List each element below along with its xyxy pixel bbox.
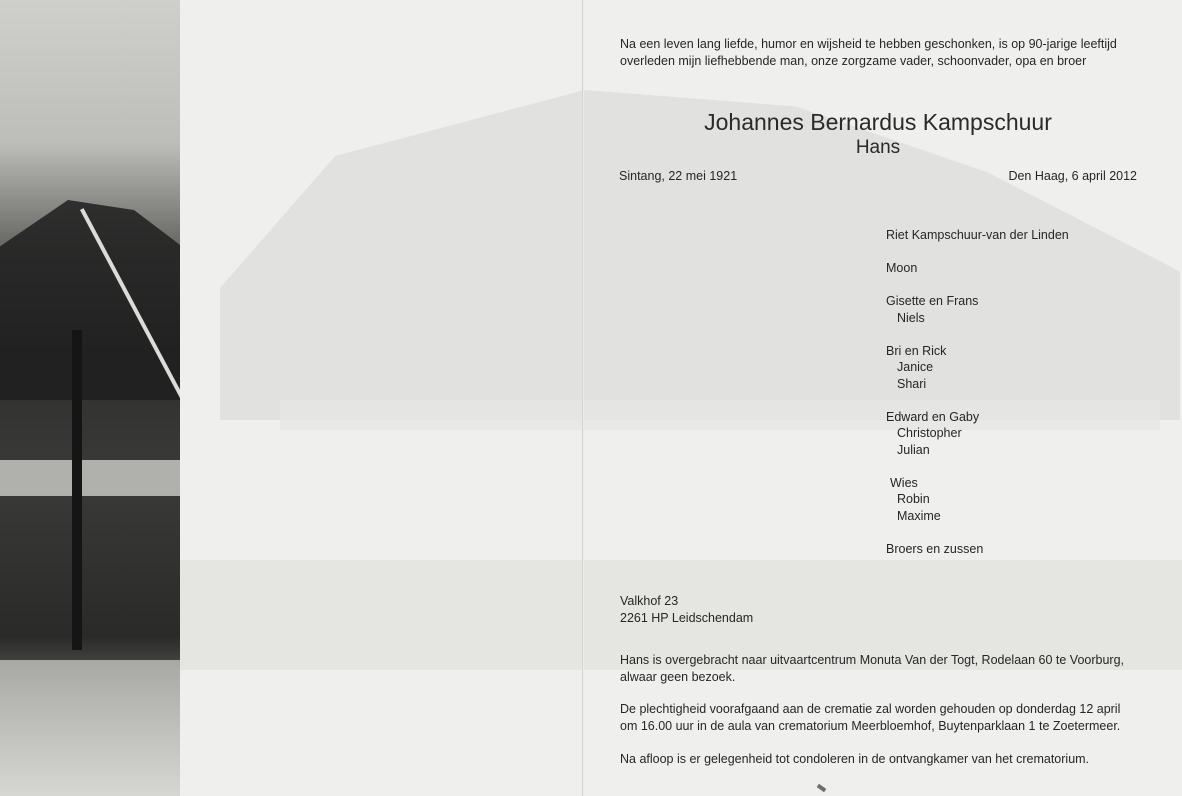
funeral-info-condolence	[620, 751, 1089, 768]
intro-text	[620, 36, 1150, 69]
home-address	[620, 593, 753, 626]
family-member: Edward en Gaby	[886, 409, 980, 424]
family-grandchild: Christopher	[897, 426, 962, 440]
family-group	[886, 541, 1166, 558]
family-member: Wies	[890, 475, 918, 490]
family-group	[886, 227, 1166, 244]
intro-line: overleden mijn liefhebbende man, onze zorgzame vader, schoonvader, opa en broer	[620, 53, 1087, 68]
family-member: Gisette en Frans	[886, 294, 979, 308]
family-member: Moon	[886, 261, 918, 275]
info-line: De plechtigheid voorafgaand aan de crematie zal worden gehouden op donderdag 12 april	[620, 702, 1121, 716]
address-line: Valkhof 23	[620, 594, 679, 608]
family-member: Riet Kampschuur-van der Linden	[886, 228, 1069, 242]
family-list	[886, 227, 1166, 574]
family-group	[886, 343, 1166, 393]
family-grandchild: Maxime	[897, 508, 941, 523]
family-group	[886, 475, 1166, 525]
photo-pole	[72, 330, 82, 650]
family-member: Bri en Rick	[886, 343, 947, 358]
family-grandchild: Julian	[897, 442, 930, 457]
info-line: Hans is overgebracht naar uitvaartcentrum Monuta Van der Togt, Rodelaan 60 te Voorburg,	[620, 653, 1125, 667]
family-group	[886, 293, 1166, 326]
family-grandchild: Shari	[897, 376, 927, 391]
info-line: om 16.00 uur in de aula van crematorium Meerbloemhof, Buytenparklaan 1 te Zoetermeer.	[620, 718, 1121, 733]
family-group	[886, 260, 1166, 277]
family-grandchild: Niels	[897, 310, 925, 325]
family-member: Broers en zussen	[886, 541, 984, 556]
intro-line: Na een leven lang liefde, humor en wijsheid te hebben geschonken, is op 90-jarige leeftijd	[620, 37, 1117, 51]
birth-place-date: Sintang, 22 mei 1921	[619, 169, 738, 183]
photo-strip-left	[0, 0, 180, 796]
death-place-date: Den Haag, 6 april 2012	[1008, 169, 1137, 183]
family-group	[886, 409, 1166, 459]
family-grandchild: Robin	[897, 492, 930, 506]
deceased-full-name: Johannes Bernardus Kampschuur	[704, 109, 1052, 135]
photo-ground	[0, 660, 180, 796]
family-grandchild: Janice	[897, 360, 934, 374]
info-line: Na afloop is er gelegenheid tot condoleren in de ontvangkamer van het crematorium.	[620, 752, 1090, 766]
photo-band	[0, 460, 180, 496]
address-line: 2261 HP Leidschendam	[620, 610, 754, 625]
funeral-info-viewing	[620, 652, 1124, 685]
funeral-info-ceremony	[620, 701, 1120, 734]
card-fold-line	[582, 0, 584, 796]
deceased-nickname: Hans	[855, 137, 901, 158]
info-line: alwaar geen bezoek.	[620, 669, 736, 684]
